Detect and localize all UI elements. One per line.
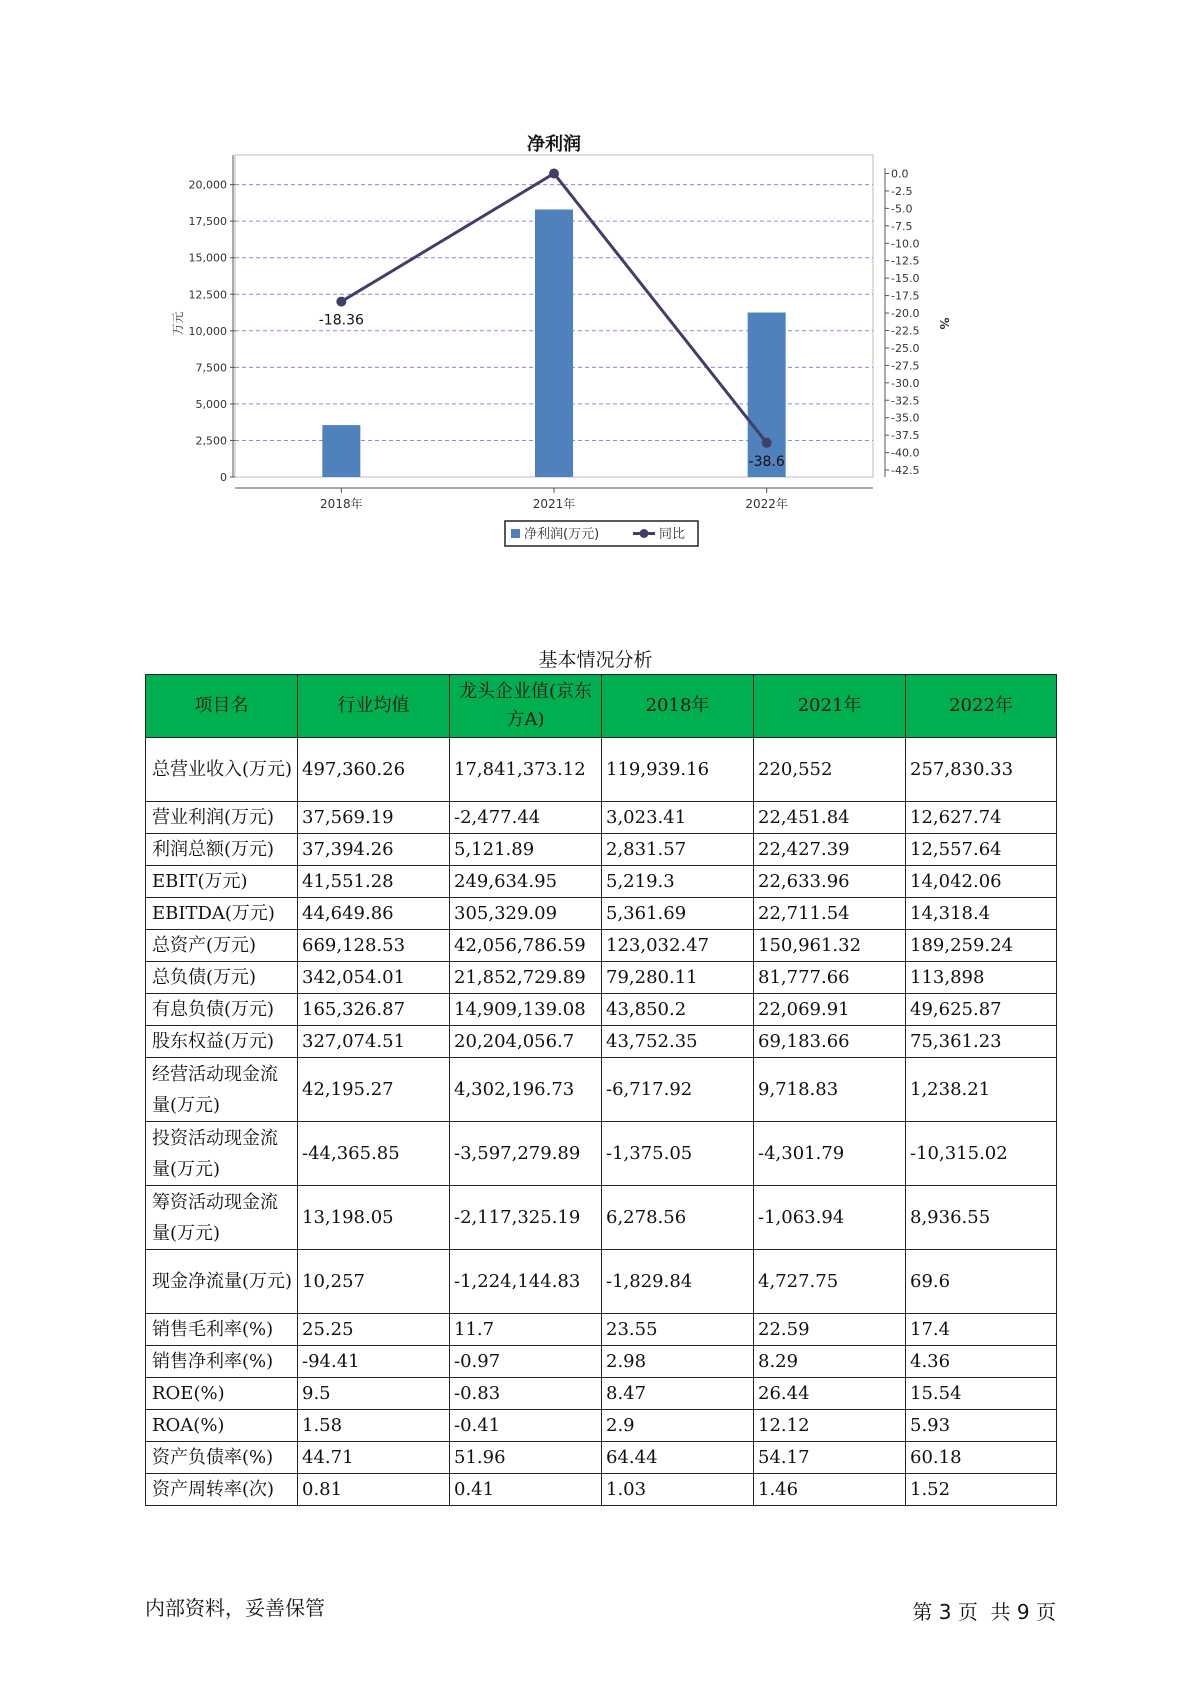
value-cell: 1,238.21 (906, 1058, 1057, 1122)
value-cell: 43,850.2 (602, 994, 754, 1026)
y2-tick-label: -17.5 (891, 289, 920, 303)
value-cell: 0.81 (298, 1474, 450, 1506)
value-cell: 22,633.96 (754, 866, 906, 898)
value-cell: -1,829.84 (602, 1250, 754, 1314)
y2-tick-label: -30.0 (891, 376, 920, 390)
row-label-cell: ROE(%) (146, 1378, 298, 1410)
row-label-cell: EBITDA(万元) (146, 898, 298, 930)
value-cell: 220,552 (754, 738, 906, 802)
value-cell: 41,551.28 (298, 866, 450, 898)
y2-tick-label: -2.5 (891, 184, 913, 198)
value-cell: -1,375.05 (602, 1122, 754, 1186)
table-caption: 基本情况分析 (538, 649, 653, 671)
value-cell: 5,219.3 (602, 866, 754, 898)
value-cell: 9,718.83 (754, 1058, 906, 1122)
table-row (146, 1346, 1057, 1378)
y2-tick-label: -15.0 (891, 272, 920, 286)
row-label-cell: 资产负债率(%) (146, 1442, 298, 1474)
value-cell: -6,717.92 (602, 1058, 754, 1122)
value-cell: 51.96 (450, 1442, 602, 1474)
value-cell: 69.6 (906, 1250, 1057, 1314)
table-row (146, 962, 1057, 994)
value-cell: 257,830.33 (906, 738, 1057, 802)
table-row (146, 1474, 1057, 1506)
bar (535, 209, 573, 477)
value-cell: -2,477.44 (450, 802, 602, 834)
value-cell: -3,597,279.89 (450, 1122, 602, 1186)
y-tick-label: 20,000 (188, 178, 227, 192)
legend-line-label: 同比 (659, 527, 686, 542)
value-cell: 1.46 (754, 1474, 906, 1506)
value-cell: -0.41 (450, 1410, 602, 1442)
row-label-cell: ROA(%) (146, 1410, 298, 1442)
y2-tick-label: -10.0 (891, 237, 920, 251)
table-row (146, 1410, 1057, 1442)
value-cell: -44,365.85 (298, 1122, 450, 1186)
row-label-cell: 资产周转率(次) (146, 1474, 298, 1506)
x-tick-label: 2022年 (745, 497, 788, 511)
value-cell: 14,909,139.08 (450, 994, 602, 1026)
y2-tick-label: -42.5 (891, 464, 920, 478)
value-cell: 189,259.24 (906, 930, 1057, 962)
value-cell: 37,569.19 (298, 802, 450, 834)
y-tick-label: 10,000 (188, 324, 227, 338)
value-cell: 64.44 (602, 1442, 754, 1474)
row-label-cell: 销售毛利率(%) (146, 1314, 298, 1346)
row-label-cell: 经营活动现金流量(万元) (146, 1058, 298, 1122)
header-cell: 2022年 (906, 675, 1057, 738)
value-cell: 150,961.32 (754, 930, 906, 962)
value-cell: 8.29 (754, 1346, 906, 1378)
value-cell: 22,069.91 (754, 994, 906, 1026)
value-cell: 14,042.06 (906, 866, 1057, 898)
header-cell: 项目名 (146, 675, 298, 738)
y2-tick-label: -7.5 (891, 219, 913, 233)
value-cell: 8,936.55 (906, 1186, 1057, 1250)
y2-tick-label: -27.5 (891, 359, 920, 373)
value-cell: 44.71 (298, 1442, 450, 1474)
table-row (146, 802, 1057, 834)
value-cell: 14,318.4 (906, 898, 1057, 930)
value-cell: 13,198.05 (298, 1186, 450, 1250)
value-cell: 2.98 (602, 1346, 754, 1378)
yoy-data-label: -18.36 (318, 312, 364, 329)
value-cell: 4.36 (906, 1346, 1057, 1378)
analysis-table (145, 674, 1057, 1506)
y2-tick-label: -25.0 (891, 341, 920, 355)
bar (748, 313, 786, 477)
value-cell: -0.97 (450, 1346, 602, 1378)
table-row (146, 1026, 1057, 1058)
row-label-cell: 总资产(万元) (146, 930, 298, 962)
row-label-cell: 总营业收入(万元) (146, 738, 298, 802)
value-cell: 6,278.56 (602, 1186, 754, 1250)
y2-tick-label: -22.5 (891, 324, 920, 338)
header-cell: 2018年 (602, 675, 754, 738)
value-cell: 69,183.66 (754, 1026, 906, 1058)
value-cell: 79,280.11 (602, 962, 754, 994)
value-cell: 43,752.35 (602, 1026, 754, 1058)
value-cell: 327,074.51 (298, 1026, 450, 1058)
yoy-point (549, 168, 559, 178)
value-cell: -1,224,144.83 (450, 1250, 602, 1314)
footer-confidential-note: 内部资料，妥善保管 (145, 1596, 325, 1620)
value-cell: 44,649.86 (298, 898, 450, 930)
y-tick-label: 12,500 (188, 288, 227, 302)
y-tick-label: 2,500 (195, 434, 227, 448)
value-cell: 12.12 (754, 1410, 906, 1442)
y2-tick-label: -35.0 (891, 411, 920, 425)
y-tick-label: 0 (220, 471, 227, 484)
y-tick-label: 5,000 (195, 397, 227, 411)
value-cell: 12,627.74 (906, 802, 1057, 834)
value-cell: -10,315.02 (906, 1122, 1057, 1186)
y2-tick-label: -37.5 (891, 429, 920, 443)
value-cell: 119,939.16 (602, 738, 754, 802)
value-cell: 5,121.89 (450, 834, 602, 866)
table-row (146, 930, 1057, 962)
value-cell: -4,301.79 (754, 1122, 906, 1186)
value-cell: -0.83 (450, 1378, 602, 1410)
value-cell: 342,054.01 (298, 962, 450, 994)
value-cell: 249,634.95 (450, 866, 602, 898)
row-label-cell: 销售净利率(%) (146, 1346, 298, 1378)
value-cell: 81,777.66 (754, 962, 906, 994)
value-cell: 17.4 (906, 1314, 1057, 1346)
value-cell: 10,257 (298, 1250, 450, 1314)
value-cell: 305,329.09 (450, 898, 602, 930)
value-cell: 37,394.26 (298, 834, 450, 866)
yoy-data-label: -38.6 (748, 453, 785, 470)
legend-bar-swatch (511, 529, 520, 538)
row-label-cell: 营业利润(万元) (146, 802, 298, 834)
value-cell: 2.9 (602, 1410, 754, 1442)
y2-tick-label: -20.0 (891, 307, 920, 321)
value-cell: 15.54 (906, 1378, 1057, 1410)
bar (322, 425, 360, 477)
value-cell: 22,711.54 (754, 898, 906, 930)
chart-title: 净利润 (527, 134, 581, 155)
row-label-cell: 有息负债(万元) (146, 994, 298, 1026)
value-cell: 2,831.57 (602, 834, 754, 866)
value-cell: 42,195.27 (298, 1058, 450, 1122)
value-cell: 60.18 (906, 1442, 1057, 1474)
header-cell: 2021年 (754, 675, 906, 738)
table-row (146, 898, 1057, 930)
value-cell: 23.55 (602, 1314, 754, 1346)
table-row (146, 1314, 1057, 1346)
yoy-point (336, 297, 346, 307)
value-cell: 5,361.69 (602, 898, 754, 930)
value-cell: 123,032.47 (602, 930, 754, 962)
value-cell: 0.41 (450, 1474, 602, 1506)
value-cell: 113,898 (906, 962, 1057, 994)
x-tick-label: 2021年 (532, 497, 576, 511)
value-cell: 26.44 (754, 1378, 906, 1410)
table-row (146, 1250, 1057, 1314)
value-cell: 11.7 (450, 1314, 602, 1346)
y2-tick-label: -5.0 (891, 202, 913, 216)
legend-bar-label: 净利润(万元) (524, 527, 600, 542)
row-label-cell: EBIT(万元) (146, 866, 298, 898)
row-label-cell: 筹资活动现金流量(万元) (146, 1186, 298, 1250)
value-cell: 22.59 (754, 1314, 906, 1346)
row-label-cell: 总负债(万元) (146, 962, 298, 994)
table-row (146, 1122, 1057, 1186)
y2-tick-label: -40.0 (891, 446, 920, 460)
value-cell: 21,852,729.89 (450, 962, 602, 994)
y2-tick-label: -12.5 (891, 254, 920, 268)
value-cell: 75,361.23 (906, 1026, 1057, 1058)
value-cell: -1,063.94 (754, 1186, 906, 1250)
value-cell: -94.41 (298, 1346, 450, 1378)
table-row (146, 1378, 1057, 1410)
y-tick-label: 17,500 (188, 215, 227, 229)
value-cell: 22,451.84 (754, 802, 906, 834)
value-cell: 165,326.87 (298, 994, 450, 1026)
y2-tick-label: -32.5 (891, 394, 920, 408)
net-profit-chart (170, 130, 1030, 600)
table-row (146, 1442, 1057, 1474)
table-row (146, 834, 1057, 866)
value-cell: 22,427.39 (754, 834, 906, 866)
y2-tick-label: 0.0 (891, 167, 909, 181)
footer-page-number: 第 3 页 共 9 页 (912, 1600, 1056, 1624)
row-label-cell: 现金净流量(万元) (146, 1250, 298, 1314)
value-cell: 4,302,196.73 (450, 1058, 602, 1122)
value-cell: 497,360.26 (298, 738, 450, 802)
header-cell: 龙头企业值(京东方A) (450, 675, 602, 738)
row-label-cell: 股东权益(万元) (146, 1026, 298, 1058)
value-cell: 17,841,373.12 (450, 738, 602, 802)
value-cell: 3,023.41 (602, 802, 754, 834)
value-cell: 669,128.53 (298, 930, 450, 962)
x-tick-label: 2018年 (320, 497, 363, 511)
value-cell: 5.93 (906, 1410, 1057, 1442)
table-row (146, 866, 1057, 898)
y2-axis-label: % (937, 317, 951, 330)
value-cell: 9.5 (298, 1378, 450, 1410)
value-cell: 1.03 (602, 1474, 754, 1506)
table-row (146, 1058, 1057, 1122)
row-label-cell: 投资活动现金流量(万元) (146, 1122, 298, 1186)
table-row (146, 1186, 1057, 1250)
value-cell: 8.47 (602, 1378, 754, 1410)
table-header-row (146, 675, 1057, 738)
value-cell: 1.52 (906, 1474, 1057, 1506)
value-cell: 1.58 (298, 1410, 450, 1442)
y-tick-label: 15,000 (188, 251, 227, 265)
value-cell: 4,727.75 (754, 1250, 906, 1314)
header-cell: 行业均值 (298, 675, 450, 738)
y-axis-label: 万元 (171, 311, 185, 336)
table-row (146, 994, 1057, 1026)
value-cell: 25.25 (298, 1314, 450, 1346)
value-cell: 12,557.64 (906, 834, 1057, 866)
yoy-point (762, 438, 772, 448)
legend-line-marker (640, 529, 649, 538)
value-cell: 54.17 (754, 1442, 906, 1474)
row-label-cell: 利润总额(万元) (146, 834, 298, 866)
value-cell: -2,117,325.19 (450, 1186, 602, 1250)
y-tick-label: 7,500 (195, 361, 227, 375)
table-row (146, 738, 1057, 802)
value-cell: 42,056,786.59 (450, 930, 602, 962)
value-cell: 20,204,056.7 (450, 1026, 602, 1058)
value-cell: 49,625.87 (906, 994, 1057, 1026)
